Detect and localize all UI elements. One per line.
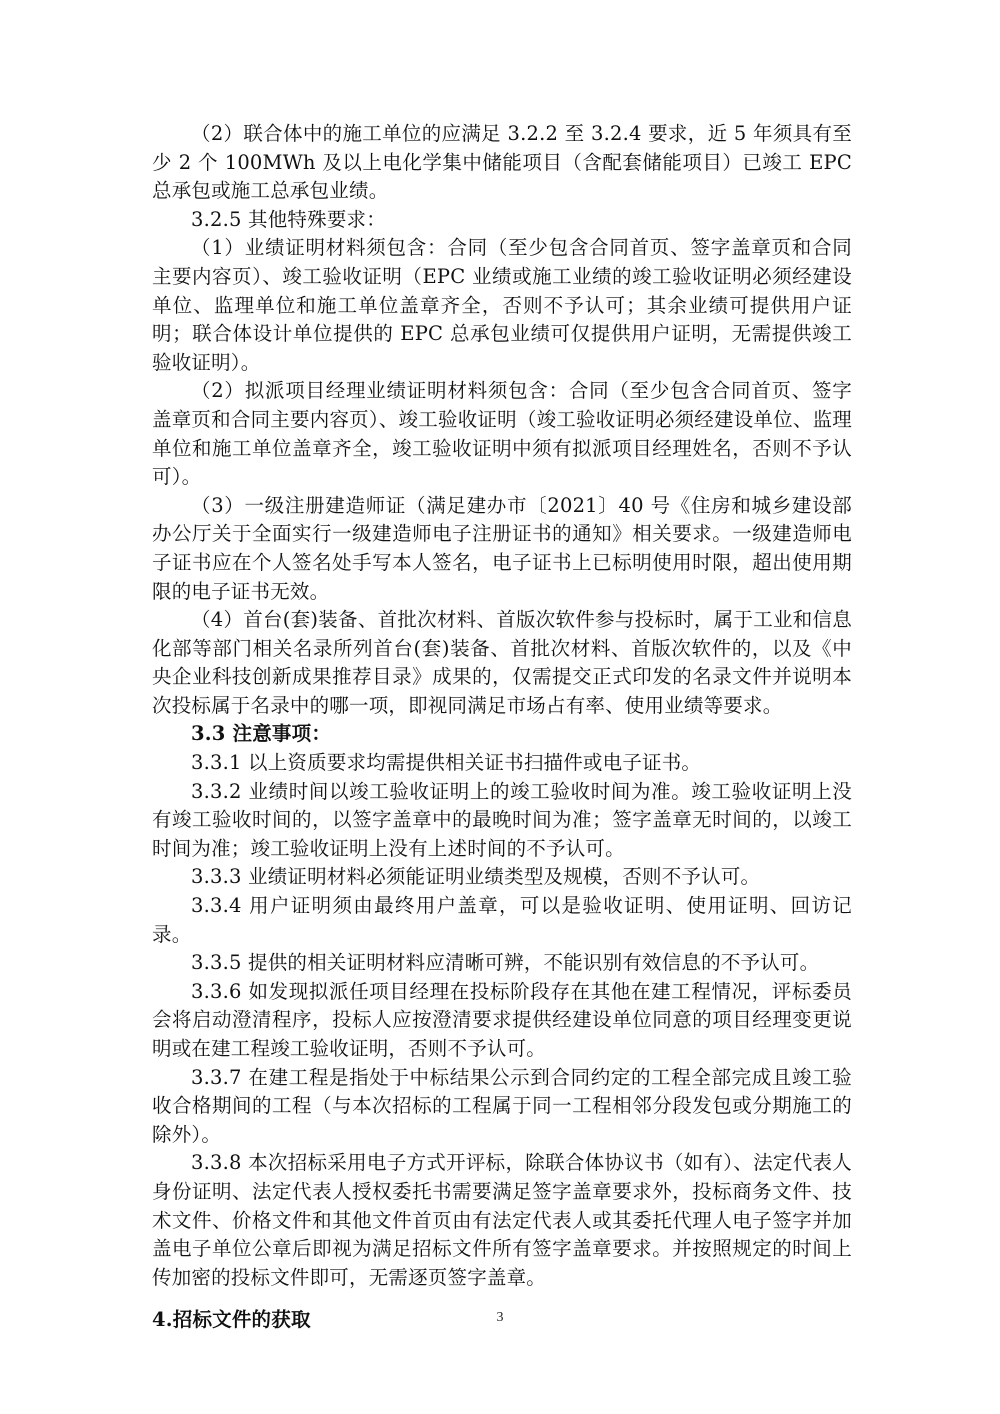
- paragraph-3-3-7: 3.3.7 在建工程是指处于中标结果公示到合同约定的工程全部完成且竣工验收合格期间的工程（与本次招标的工程属于同一工程相邻分段发包或分期施工的除外）。: [152, 1065, 852, 1146]
- paragraph-consortium-construction: （2）联合体中的施工单位的应满足 3.2.2 至 3.2.4 要求，近 5 年须具有至少 2 个 100MWh 及以上电化学集中储能项目（含配套储能项目）已竣工 EPC 总承包或施工总承包业绩。: [152, 122, 852, 203]
- paragraph-3-3-1: 3.3.1 以上资质要求均需提供相关证书扫描件或电子证书。: [191, 751, 702, 775]
- paragraph-3-3-3: 3.3.3 业绩证明材料必须能证明业绩类型及规模，否则不予认可。: [191, 865, 761, 889]
- paragraph-3-3-2: 3.3.2 业绩时间以竣工验收证明上的竣工验收时间为准。竣工验收证明上没有竣工验收时间的，以签字盖章中的最晚时间为准；签字盖章无时间的，以竣工时间为准；竣工验收证明上没有上述时间的不予认可。: [152, 779, 852, 860]
- paragraph-3-3-8: 3.3.8 本次招标采用电子方式开评标，除联合体协议书（如有）、法定代表人身份证明、法定代表人授权委托书需要满足签字盖章要求外，投标商务文件、技术文件、价格文件和其他文件首页由有法定代表人或其委托代理人电子签字并加盖电子单位公章后即视为满足招标文件所有签字盖章要求。并按照规定的时间上传加密的投标文件即可，无需逐页签字盖章。: [152, 1151, 852, 1289]
- paragraph-3-3-6: 3.3.6 如发现拟派任项目经理在投标阶段存在其他在建工程情况，评标委员会将启动澄清程序，投标人应按澄清要求提供经建设单位同意的项目经理变更说明或在建工程竣工验收证明，否则不予认可。: [152, 979, 852, 1060]
- section-title-tender-documents: 4.招标文件的获取: [152, 1308, 311, 1332]
- page-number: 3: [496, 1310, 504, 1325]
- paragraph-3-3-heading: 3.3 注意事项：: [191, 722, 332, 746]
- document-body: [152, 120, 852, 1335]
- paragraph-3-2-5-heading: 3.2.5 其他特殊要求：: [191, 207, 386, 231]
- paragraph-performance-proof: （1）业绩证明材料须包含：合同（至少包含合同首页、签字盖章页和合同主要内容页）、竣工验收证明（EPC 业绩或施工业绩的竣工验收证明必须经建设单位、监理单位和施工单位盖章齐全，否则不予认可；其余业绩可提供用户证明；联合体设计单位提供的 EPC 总承包业绩可仅提供用户证明，无需提供竣工验收证明）。: [152, 236, 852, 374]
- paragraph-3-3-5: 3.3.5 提供的相关证明材料应清晰可辨，不能识别有效信息的不予认可。: [191, 951, 820, 975]
- paragraph-3-3-4: 3.3.4 用户证明须由最终用户盖章，可以是验收证明、使用证明、回访记录。: [152, 894, 852, 946]
- paragraph-constructor-certificate: （3）一级注册建造师证（满足建办市〔2021〕40 号《住房和城乡建设部办公厅关于全面实行一级建造师电子注册证书的通知》相关要求。一级建造师电子证书应在个人签名处手写本人签名，电子证书上已标明使用时限，超出使用期限的电子证书无效。: [152, 493, 852, 603]
- paragraph-project-manager-proof: （2）拟派项目经理业绩证明材料须包含：合同（至少包含合同首页、签字盖章页和合同主要内容页）、竣工验收证明（竣工验收证明必须经建设单位、监理单位和施工单位盖章齐全，竣工验收证明中须有拟派项目经理姓名，否则不予认可）。: [152, 379, 852, 489]
- paragraph-first-equipment: （4）首台(套)装备、首批次材料、首版次软件参与投标时，属于工业和信息化部等部门相关名录所列首台(套)装备、首批次材料、首版次软件的，以及《中央企业科技创新成果推荐目录》成果的，仅需提交正式印发的名录文件并说明本次投标属于名录中的哪一项，即视同满足市场占有率、使用业绩等要求。: [152, 608, 852, 717]
